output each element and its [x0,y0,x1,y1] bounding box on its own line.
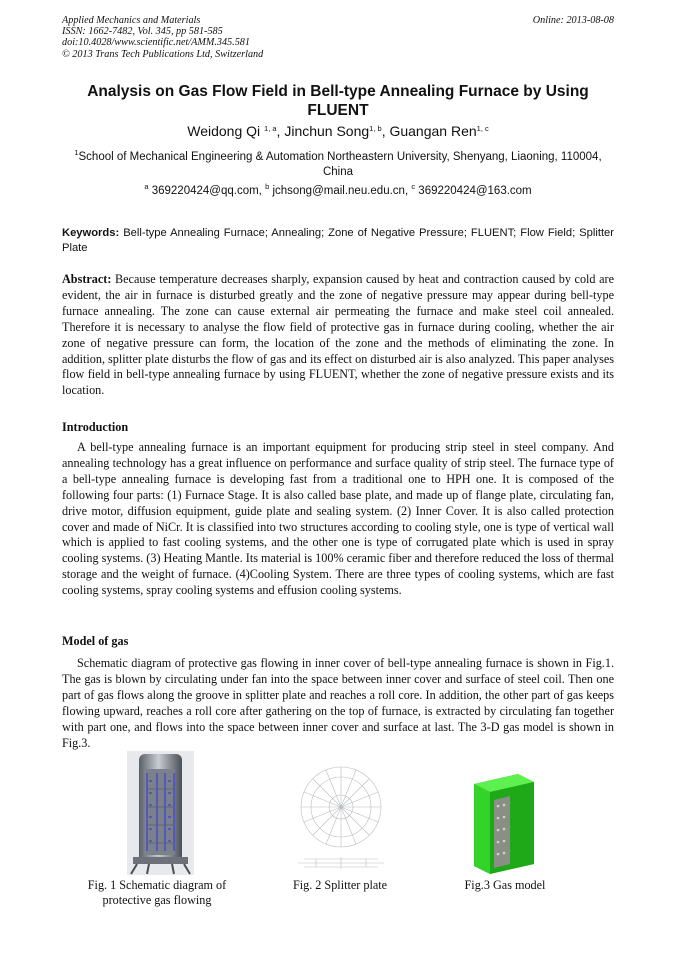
author-name: Weidong Qi [187,123,261,139]
introduction-paragraph: A bell-type annealing furnace is an important equipment for producing strip steel in steel company. And annealing technology has a great influence on performance and surface quality of strip steel. The furnace type of a bell-type annealing furnace is developing fast from a traditional one to HPH one. It is composed of the following four parts: (1) Furnace Stage. It is also called base plate, and made up of flange plate, circulating fan, drive motor, diffusion equipment, guide plate and sealing system. (2) Inner Cover. It is also called protection cover and made of NiCr. It is classified into two structures according to cooling style, one is type of vertical wall which is applied to fast cooling systems, and the other one is type of corrugated plate which is used in spray cooling systems. (3) Heating Mantle. Its material is 100% ceramic fiber and therefore reduced the loss of thermal storage and the weight of furnace. (4)Cooling System. There are three types of cooling systems, which are fast cooling systems, spray cooling systems and effusion cooling systems. [62,440,614,598]
paper-title: Analysis on Gas Flow Field in Bell-type Annealing Furnace by Using FLUENT [87,83,589,119]
issn: ISSN: 1662-7482, Vol. 345, pp 581-585 [62,26,223,38]
email-list: $^a$ 369220424@qq.com, $^b$ jchsong@mail.neu.edu.cn, $^c$ 369220424@163.com [144,182,532,197]
author-sup: 1, a [264,124,277,133]
email-address: jchsong@mail.neu.edu.cn [272,185,405,197]
section-heading-introduction: Introduction [62,420,129,434]
section-heading-model: Model of gas [62,634,129,648]
author-sup: 1, c [476,124,489,133]
affiliation: $^1$School of Mechanical Engineering & Automation Northeastern University, Shenyang, Liaoning, 110004, China [74,148,602,178]
author-list: Weidong Qi $^{1, a}$, Jinchun Song$^{1, b}$, Guangan Ren$^{1, c}$ [187,123,489,139]
fig3-caption: Fig.3 Gas model [464,878,546,892]
fig1-furnace-schematic [127,751,194,875]
author-name: Guangan Ren [389,123,477,139]
model-paragraph: Schematic diagram of protective gas flowing in inner cover of bell-type annealing furnace is shown in Fig.1. The gas is blown by circulating under fan into the space between inner cover and surface of steel coil. Then one part of gas flows along the groove in splitter plate and reaches a roll core. In addition, the other part of gas keeps flowing upward, reaches a roll core after gathering on the top of furnace, is extracted by circulating fan together with part one, and flows into the space between inner cover and surface at last. The 3-D gas model is shown in Fig.3. [62,656,614,750]
keywords-label: Keywords: [62,227,120,239]
author-sup: 1, b [369,124,382,133]
copyright: © 2013 Trans Tech Publications Ltd, Switzerland [62,48,264,60]
email-address: 369220424@163.com [418,185,532,197]
abstract-label: Abstract: [62,272,112,286]
fig2-caption: Fig. 2 Splitter plate [292,878,388,892]
keywords: Keywords: Bell-type Annealing Furnace; Annealing; Zone of Negative Pressure; FLUENT; Flow Field; Splitter Plate [62,227,614,254]
journal-name: Applied Mechanics and Materials [62,15,201,26]
fig3-gas-model [470,772,538,876]
abstract: Abstract: Because temperature decreases sharply, expansion caused by heat and contraction caused by cold are evident, the air in furnace is disturbed greatly and the zone of negative pressure may appear during bell-type furnace annealing. The zone can cause external air permeating the furnace and make steel coil annealed. Therefore it is necessary to analyse the flow field of protective gas in furnace during cooling, whether the air zone of negative pressure can form, the location of the zone and the methods of eliminating the zone. In addition, splitter plate disturbs the flow of gas and its effect on disturbed air is also analyzed. This paper analyses flow field in bell-type annealing furnace by using FLUENT, whether the zone of negative pressure exists and its location. [62,272,614,398]
fig2-splitter-plate [296,763,386,879]
email-address: 369220424@qq.com [151,185,259,197]
online-date: Online: 2013-08-08 [532,15,614,26]
author-name: Jinchun Song [284,123,370,139]
doi: doi:10.4028/www.scientific.net/AMM.345.581 [62,37,250,49]
fig1-caption: Fig. 1 Schematic diagram of protective gas flowing [87,878,227,907]
